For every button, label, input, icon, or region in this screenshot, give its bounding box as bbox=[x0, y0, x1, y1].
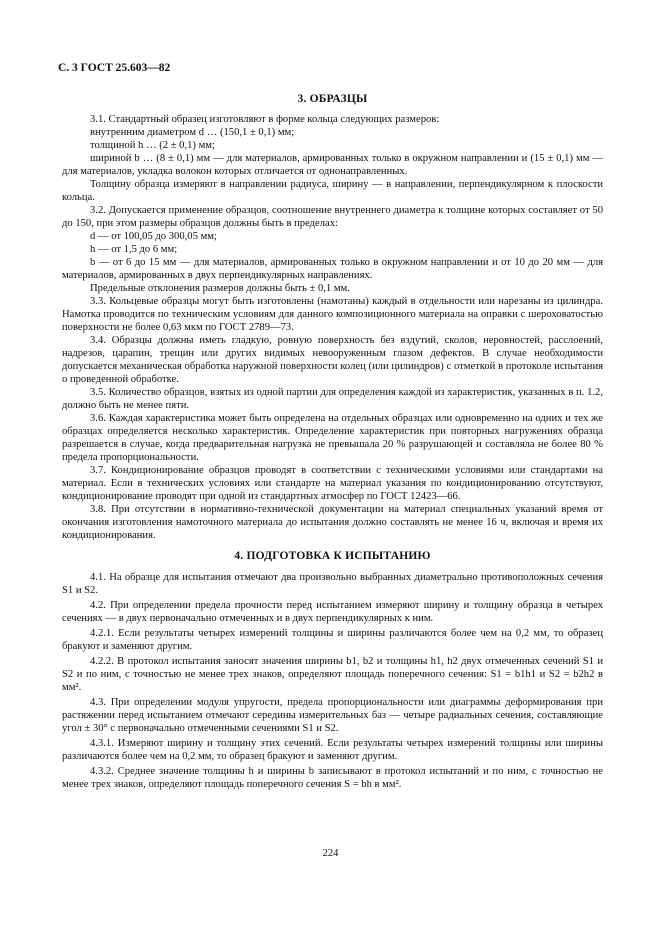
paragraph-3-1-measure: Толщину образца измеряют в направлении радиуса, ширину — в направлении, перпендикулярном к плоскости кольца. bbox=[62, 179, 603, 203]
paragraph-3-7: 3.7. Кондиционирование образцов проводят в соответствии с техническими условиями или стандартами на материал. Если в технических условиях или стандарте на материал указания по кондиционированию отсутствуют, кондиционирование проводят при одной из стандартных атмосфер по ГОСТ 12423—66. bbox=[62, 465, 603, 502]
paragraph-3-6: 3.6. Каждая характеристика может быть определена на отдельных образцах или одновременно на одних и тех же образцах определяется несколько характеристик. Определение характеристик при повторных нагружениях образца разрешается в случае, когда предварительная нагрузка не превышала 20 % разрушающей и составляла не более 80 % предела пропорциональности. bbox=[62, 413, 603, 463]
paragraph-3-1: 3.1. Стандартный образец изготовляют в форме кольца следующих размеров: bbox=[90, 114, 440, 125]
paragraph-3-2-tolerance: Предельные отклонения размеров должны быть ± 0,1 мм. bbox=[90, 283, 350, 294]
paragraph-3-2-b: b — от 6 до 15 мм — для материалов, армированных только в окружном направлении и от 10 до 20 мм — для материалов, армированных в двух перпендикулярных направлениях. bbox=[62, 257, 603, 281]
paragraph-3-4: 3.4. Образцы должны иметь гладкую, ровную поверхность без вздутий, сколов, неровностей, расслоений, надрезов, царапин, трещин или других видимых невооруженным глазом дефектов. В случае необходимости допускается механическая обработка наружной поверхности колец (или цилиндров) с отметкой в протоколе испытания о проведенной обработке. bbox=[62, 335, 603, 385]
paragraph-4-3: 4.3. При определении модуля упругости, предела пропорциональности или диаграммы деформирования при растяжении перед испытанием отмечают середины измерительных баз — четыре радиальных сечения, составляющие угол ± 30° с первоначально отмеченными сечениями S1 и S2. bbox=[62, 697, 603, 734]
paragraph-4-2: 4.2. При определении предела прочности перед испытанием измеряют ширину и толщину образца в четырех сечениях — в двух первоначально отмеченных и в двух перпендикулярных к ним. bbox=[62, 600, 603, 624]
section-3-title: 3. ОБРАЗЦЫ bbox=[297, 93, 368, 105]
paragraph-4-1: 4.1. На образце для испытания отмечают два произвольно выбранных диаметрально противоположных сечения S1 и S2. bbox=[62, 572, 603, 596]
page-number: 224 bbox=[322, 848, 339, 859]
paragraph-4-2-1: 4.2.1. Если результаты четырех измерений толщины и ширины различаются более чем на 0,2 мм, то образец бракуют и заменяют другим. bbox=[62, 628, 603, 652]
paragraph-3-1-width: шириной b … (8 ± 0,1) мм — для материалов, армированных только в окружном направлении и (15 ± 0,1) мм — для материалов, укладка волокон которых отличается от однонаправленных. bbox=[62, 153, 603, 177]
paragraph-3-2-h: h — от 1,5 до 6 мм; bbox=[90, 244, 178, 255]
paragraph-3-3: 3.3. Кольцевые образцы могут быть изготовлены (намотаны) каждый в отдельности или нарезаны из цилиндра. Намотка проводится по техническим условиям для данного композиционного материала на оправки с шероховатостью поверхности не более 0,63 мкм по ГОСТ 2789—73. bbox=[62, 296, 603, 333]
paragraph-4-3-2: 4.3.2. Среднее значение толщины h и ширины b записывают в протокол испытаний и по ним, с точностью не менее трех знаков, определяют площадь поперечного сечения S = bh в мм². bbox=[62, 766, 603, 790]
paragraph-3-2-d: d — от 100,05 до 300,05 мм; bbox=[90, 231, 217, 242]
running-header: С. 3 ГОСТ 25.603—82 bbox=[58, 62, 171, 74]
paragraph-3-5: 3.5. Количество образцов, взятых из одной партии для определения каждой из характеристик, указанных в п. 1.2, должно быть не менее пяти. bbox=[62, 387, 603, 411]
paragraph-3-8: 3.8. При отсутствии в нормативно-технической документации на материал специальных указаний время от окончания изготовления намоточного материала до испытания должно составлять не менее 16 ч, включая и время их кондиционирования. bbox=[62, 504, 603, 541]
paragraph-3-1-diameter: внутренним диаметром d … (150,1 ± 0,1) мм; bbox=[90, 127, 295, 138]
paragraph-3-2: 3.2. Допускается применение образцов, соотношение внутреннего диаметра к толщине которых составляет от 50 до 150, при этом размеры образцов должны быть в пределах: bbox=[62, 205, 603, 229]
section-4-title: 4. ПОДГОТОВКА К ИСПЫТАНИЮ bbox=[234, 550, 431, 562]
paragraph-4-3-1: 4.3.1. Измеряют ширину и толщину этих сечений. Если результаты четырех измерений толщины или ширины различаются более чем на 0,2 мм, то образец бракуют и заменяют другим. bbox=[62, 738, 603, 762]
paragraph-4-2-2: 4.2.2. В протокол испытания заносят значения ширины b1, b2 и толщины h1, h2 двух отмеченных сечений S1 и S2 и по ним, с точностью не менее трех знаков, определяют площадь поперечного сечения: S1 = b1h1 и S2 = b2h2 в мм². bbox=[62, 656, 603, 693]
paragraph-3-1-thickness: толщиной h … (2 ± 0,1) мм; bbox=[90, 140, 215, 151]
